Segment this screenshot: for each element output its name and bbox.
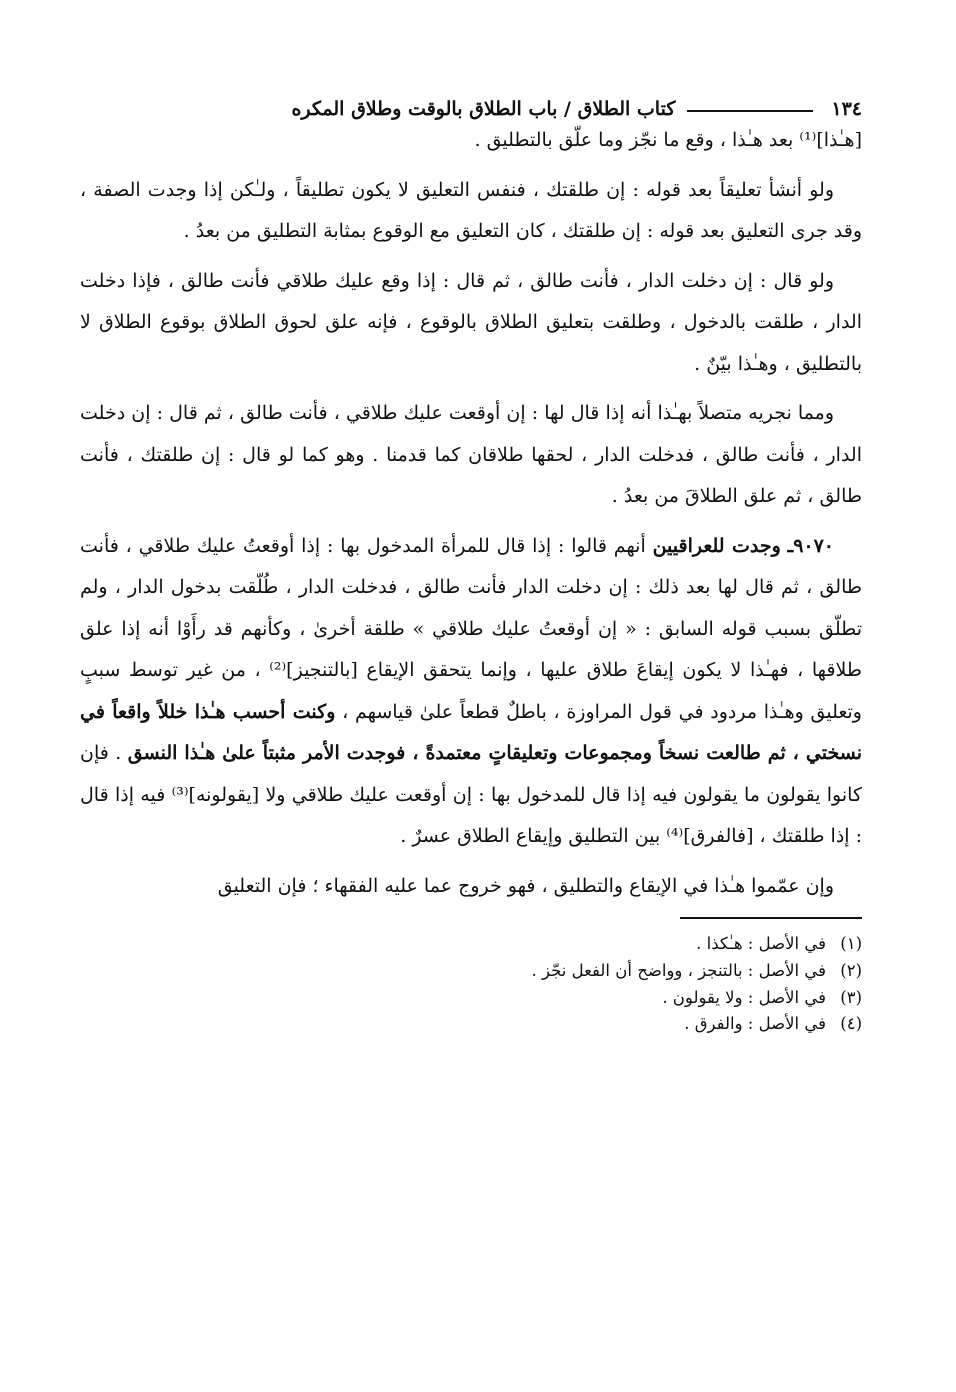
- numbered-paragraph: [80, 526, 862, 858]
- footnote-separator: [680, 917, 862, 919]
- paragraph: وإن عمّموا هـٰذا في الإيقاع والتطليق ، فهو خروج عما عليه الفقهاء ؛ فإن التعليق: [217, 874, 834, 897]
- footnote-text: في الأصل : هـٰكذا .: [696, 934, 826, 953]
- book-page: [80, 82, 862, 1038]
- footnote-text: في الأصل : والفرق .: [684, 1014, 826, 1034]
- bold-remark: وكنت أحسب هـٰذا خللاً واقعاً في نسختي ، ثم طالعت نسخاً ومجموعات وتعليقاتٍ معتمدةً ، فوجدت الأمر مثبتاً علىٰ هـٰذا النسق: [80, 700, 862, 764]
- running-title: كتاب الطلاق / باب الطلاق بالوقت وطلاق المكره: [291, 98, 676, 120]
- paragraph-lead: وجدت للعراقيين: [652, 534, 781, 557]
- footnote-number: (٢): [840, 960, 862, 980]
- paragraph: [هـٰذا]⁽¹⁾ بعد هـٰذا ، وقع ما نجّز وما علّق بالتطليق .: [474, 129, 862, 151]
- paragraph-number: ٩٠٧٠ـ: [787, 534, 835, 557]
- footnote-number: (١): [840, 934, 862, 953]
- paragraph-body: أنهم قالوا : إذا قال للمرأة المدخول بها : إذا أوقعتُ عليك طلاقي ، فأنت طالق ، ثم قال لها بعد ذلك : إن دخلت الدار فأنت طالق ، فدخلت الدار ، طُلّقت بدخول الدار ، ولم تطلّق بسبب قوله السابق : « إن أوقعتُ عليك طلاقي » طلقة أخرىٰ ، وكأنهم قد رأَوْا أنه إذا علق طلاقها ، فهـٰذا لا يكون إيقاعَ طلاق عليها ، وإنما يتحقق الإيقاع [بالتنجيز]⁽²⁾ ، من غير توسط سببٍ وتعليق وهـٰذا مردود في قول المراوزة ، باطلٌ قطعاً علىٰ قياسهم ،: [80, 534, 862, 723]
- running-header: [80, 82, 862, 120]
- footnote: [80, 958, 862, 985]
- page-number: ١٣٤: [831, 98, 862, 120]
- footnote-text: في الأصل : ولا يقولون .: [662, 987, 826, 1007]
- footnote-number: (٤): [840, 1014, 862, 1034]
- header-rule: [687, 110, 813, 112]
- paragraph-tail: . فإن كانوا يقولون ما يقولون فيه إذا قال للمدخول بها : إن أوقعت عليك طلاقي ولا [يقولونه]⁽³⁾ فيه إذا قال : إذا طلقتك ، [فالفرق]⁽⁴⁾ بين التطليق وإيقاع الطلاق عسرٌ .: [80, 742, 862, 847]
- footnote: [80, 1011, 862, 1038]
- footnote: [80, 931, 862, 958]
- footnote: [80, 985, 862, 1012]
- footnote-number: (٣): [840, 987, 862, 1007]
- footnote-text: في الأصل : بالتنجز ، وواضح أن الفعل نجّز .: [531, 960, 826, 980]
- paragraph: ومما نجريه متصلاً بهـٰذا أنه إذا قال لها : إن أوقعت عليك طلاقي ، فأنت طالق ، ثم قال : إن دخلت الدار ، فأنت طالق ، فدخلت الدار ، لحقها طلاقان كما قدمنا . وهو كما لو قال : إن طلقتك ، فأنت طالق ، ثم علق الطلاقَ من بعدُ .: [80, 402, 862, 507]
- paragraph: ولو قال : إن دخلت الدار ، فأنت طالق ، ثم قال : إذا وقع عليك طلاقي فأنت طالق ، فإذا دخلت الدار ، طلقت بالدخول ، وطلقت بتعليق الطلاق بالوقوع ، فإنه علق لحوق الطلاق بوقوع الطلاق لا بالتطليق ، وهـٰذا بيّنٌ .: [80, 269, 862, 375]
- paragraph: ولو أنشأ تعليقاً بعد قوله : إن طلقتك ، فنفس التعليق لا يكون تطليقاً ، ولـٰكن إذا وجدت الصفة ، وقد جرى التعليق بعد قوله : إن طلقتك ، كان التعليق مع الوقوع بمثابة التطليق من بعدُ .: [80, 178, 862, 242]
